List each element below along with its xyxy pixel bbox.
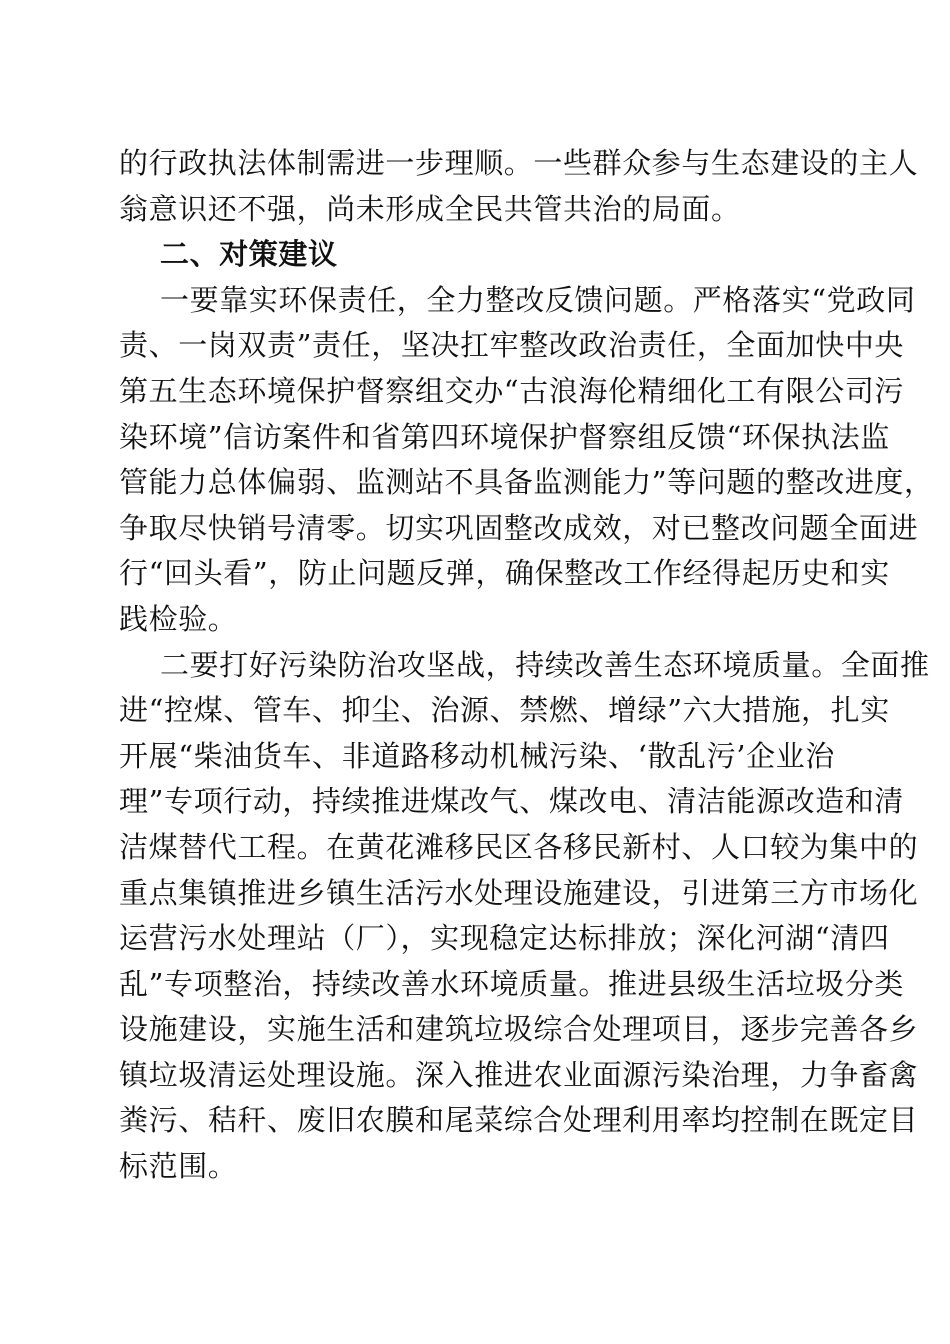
text-line: 镇垃圾清运处理设施。深入推进农业面源污染治理，力争畜禽 [119, 1057, 919, 1092]
text-line: 二要打好污染防治攻坚战，持续改善生态环境质量。全面推 [160, 647, 930, 682]
paragraph-intro-continuation [119, 141, 919, 232]
text-line: 标范围。 [119, 1149, 238, 1184]
text-line: 进“控煤、管车、抑尘、治源、禁燃、增绿”六大措施，扎实 [119, 693, 890, 728]
text-line: 运营污水处理站（厂），实现稳定达标排放；深化河湖“清四 [119, 921, 890, 956]
paragraph-environmental-responsibility [119, 278, 934, 643]
section-heading-text: 二、对策建议 [160, 237, 338, 272]
text-line: 理”专项行动，持续推进煤改气、煤改电、清洁能源改造和清 [119, 784, 905, 819]
paragraph-pollution-prevention [119, 643, 930, 1190]
text-line: 乱”专项整治，持续改善水环境质量。推进县级生活垃圾分类 [119, 966, 905, 1001]
text-line: 染环境”信访案件和省第四环境保护督察组反馈“环保执法监 [119, 419, 890, 454]
text-line: 践检验。 [119, 601, 238, 636]
text-line: 翁意识还不强，尚未形成全民共管共治的局面。 [119, 191, 741, 226]
section-heading [119, 232, 831, 278]
document-body [119, 141, 934, 1190]
text-line: 责、一岗双责”责任，坚决扛牢整改政治责任，全面加快中央 [119, 328, 905, 363]
text-line: 一要靠实环保责任，全力整改反馈问题。严格落实“党政同 [160, 282, 916, 317]
text-line: 设施建设，实施生活和建筑垃圾综合处理项目，逐步完善各乡 [119, 1012, 919, 1047]
text-line: 第五生态环境保护督察组交办“古浪海伦精细化工有限公司污 [119, 373, 905, 408]
text-line: 管能力总体偏弱、监测站不具备监测能力”等问题的整改进度， [119, 465, 934, 500]
text-line: 重点集镇推进乡镇生活污水处理设施建设，引进第三方市场化 [119, 875, 919, 910]
text-line: 洁煤替代工程。在黄花滩移民区各移民新村、人口较为集中的 [119, 829, 919, 864]
text-line: 的行政执法体制需进一步理顺。一些群众参与生态建设的主人 [119, 146, 919, 180]
text-line: 开展“柴油货车、非道路移动机械污染、‘散乱污’企业治 [119, 738, 835, 773]
text-line: 争取尽快销号清零。切实巩固整改成效，对已整改问题全面进 [119, 510, 919, 545]
text-line: 粪污、秸秆、废旧农膜和尾菜综合处理利用率均控制在既定目 [119, 1103, 919, 1138]
text-line: 行“回头看”，防止问题反弹，确保整改工作经得起历史和实 [119, 556, 890, 591]
